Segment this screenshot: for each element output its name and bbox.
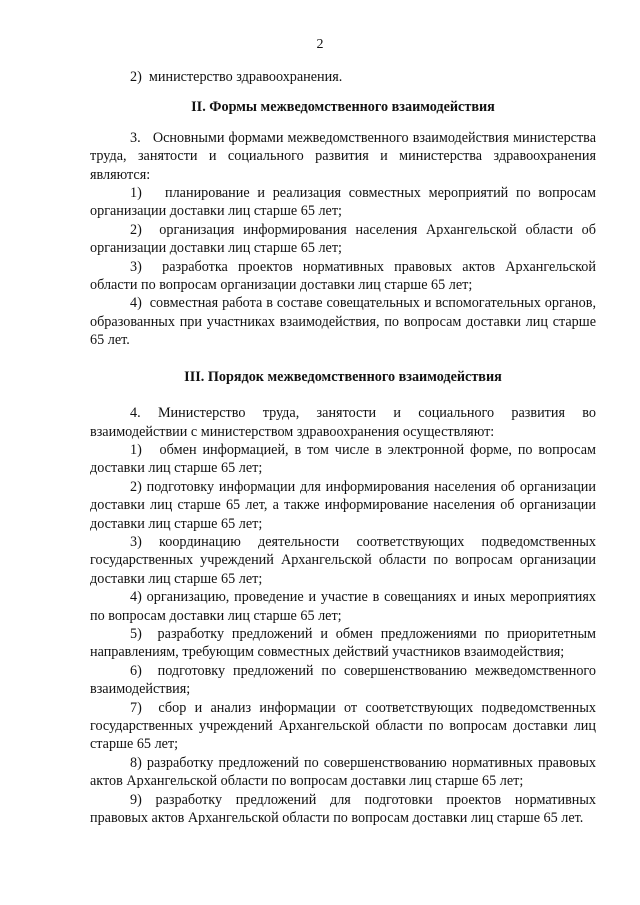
- list-item: 2) министерство здравоохранения.: [130, 69, 343, 85]
- page-number: 2: [316, 37, 324, 52]
- list-item: 3) разработка проектов нормативных правовых актов Архангельской области по вопросам организации доставки лиц старше 65 лет;: [90, 258, 596, 294]
- list-item: 4) совместная работа в составе совещательных и вспомогательных органов, образованных при участниках взаимодействия, по вопросам доставки лиц старше 65 лет.: [90, 295, 596, 349]
- spacer: [90, 86, 596, 98]
- paragraph: 4. Министерство труда, занятости и социального развития во взаимодействии с министерством здравоохранения осуществляют:: [90, 405, 596, 440]
- list-item: 3) координацию деятельности соответствующих подведомственных государственных учреждений Архангельской области по вопросам организации доставки лиц старше 65 лет;: [90, 533, 596, 587]
- list-item: 1) обмен информацией, в том числе в электронной форме, по вопросам доставки лиц старше 65 лет;: [90, 441, 596, 477]
- spacer: [90, 117, 596, 129]
- list-item: 5) разработку предложений и обмен предложениями по приоритетным направлениям, требующим совместных действий участников взаимодействия;: [90, 625, 596, 661]
- spacer: [90, 350, 596, 368]
- list-item: 4) организацию, проведение и участие в совещаниях и иных мероприятиях по вопросам доставки лиц старше 65 лет;: [90, 589, 596, 624]
- list-item: 1) планирование и реализация совместных мероприятий по вопросам организации доставки лиц старше 65 лет;: [90, 185, 596, 220]
- section-heading: III. Порядок межведомственного взаимодействия: [184, 368, 502, 385]
- list-item: 7) сбор и анализ информации от соответствующих подведомственных государственных учреждений Архангельской области по вопросам доставки лиц старше 65 лет;: [90, 699, 596, 753]
- list-item: 2) подготовку информации для информирования населения об организации доставки лиц старше 65 лет, а также информирование населения об организации доставки лиц старше 65 лет;: [90, 478, 596, 532]
- paragraph: 3. Основными формами межведомственного взаимодействия министерства труда, занятости и социального развития и министерства здравоохранения являются:: [90, 129, 596, 183]
- spacer: [90, 386, 596, 404]
- list-item: 9) разработку предложений для подготовки проектов нормативных правовых актов Архангельской области по вопросам доставки лиц старше 65 лет.: [90, 791, 596, 827]
- list-item: 8) разработку предложений по совершенствованию нормативных правовых актов Архангельской области по вопросам доставки лиц старше 65 лет;: [90, 754, 596, 790]
- section-heading: II. Формы межведомственного взаимодействия: [191, 99, 495, 116]
- list-item: 6) подготовку предложений по совершенствованию межведомственного взаимодействия;: [90, 662, 596, 698]
- list-item: 2) организация информирования населения Архангельской области об организации доставки лиц старше 65 лет;: [90, 221, 596, 257]
- document-body: [90, 68, 596, 827]
